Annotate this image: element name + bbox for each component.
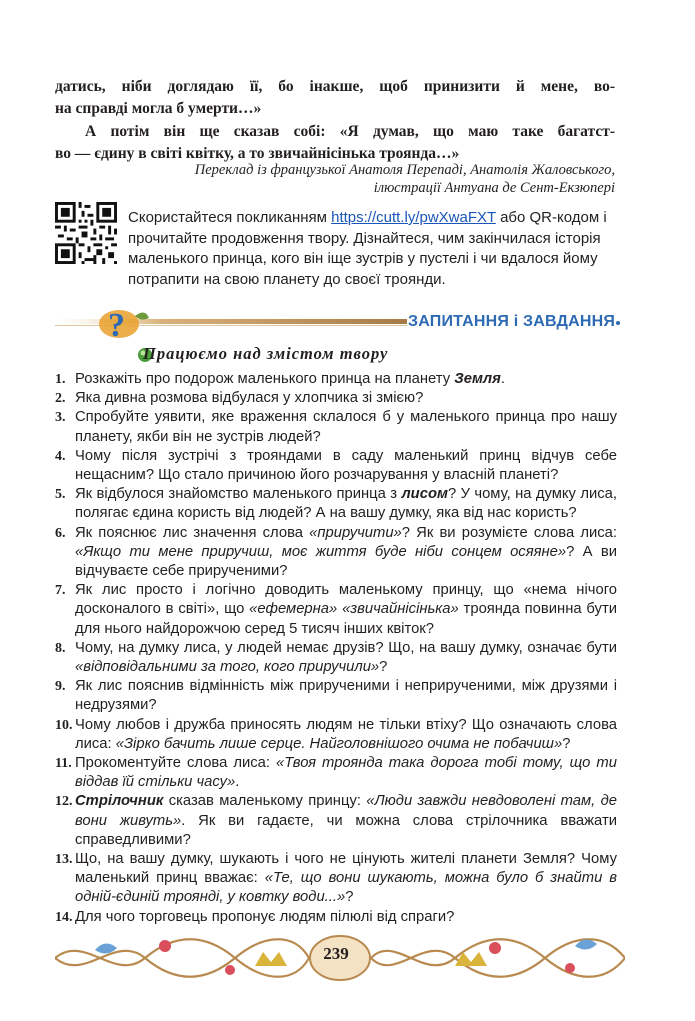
quotation: «Якщо ти мене приручиш, моє життя буде ніби сонцем осяяне» xyxy=(75,543,567,560)
question-fragment: Розкажіть про подорож маленького принца на планету xyxy=(75,371,455,387)
question-fragment: . xyxy=(235,774,240,791)
question-fragment: Для чого торговець пропонує людям пілюлі від спраги? xyxy=(75,908,455,925)
question-fragment: Яка дивна розмова відбулася у хлопчика зі змією? xyxy=(75,390,424,407)
quotation: «Твоя троянда така дорога тобі тому, що ти віддав їй стільки часу» xyxy=(75,755,617,791)
question-item xyxy=(55,524,617,582)
story-line: во — єдину в світі квітку, а то звичайнісінька троянда…» xyxy=(55,145,460,162)
question-number: 2. xyxy=(55,391,66,407)
question-item xyxy=(55,485,617,523)
qr-text-before: Скористайтеся покликанням xyxy=(128,209,332,226)
question-fragment: Чому любов і дружба приносять людям не тільки втіху? Що означають слова лиса: xyxy=(75,716,617,752)
question-text xyxy=(75,370,617,389)
question-text xyxy=(75,792,617,850)
question-fragment: сказав маленькому принцу: xyxy=(163,793,367,810)
question-fragment: Як пояснює лис значення слова xyxy=(75,524,310,541)
question-text xyxy=(75,639,617,677)
question-item xyxy=(55,754,617,792)
question-fragment: ? xyxy=(562,735,571,752)
question-number: 8. xyxy=(55,640,66,656)
key-term: лисом xyxy=(401,486,448,503)
question-number: 5. xyxy=(55,487,66,503)
question-text xyxy=(75,389,617,408)
question-item xyxy=(55,389,617,408)
question-item xyxy=(55,850,617,908)
story-paragraph-1 xyxy=(55,76,615,120)
question-fragment: Чому після зустрічі з трояндами в саду маленький принц відчув себе нещасним? Що стало причиною його розчарування у власній планеті? xyxy=(75,447,617,484)
quotation: «відповідальними за того, кого приручили» xyxy=(75,659,380,676)
question-fragment: . Як ви гадаєте, чи можна слова стрілочника вважати справедливими? xyxy=(75,812,617,848)
quotation: «Люди завжди невдоволені там, де вони живуть» xyxy=(75,793,617,829)
subsection-title: Працюємо над змістом твору xyxy=(143,344,389,363)
qr-code-icon[interactable] xyxy=(55,202,117,264)
question-item xyxy=(55,908,617,927)
question-text xyxy=(75,716,617,754)
section-title: ЗАПИТАННЯ і ЗАВДАННЯ xyxy=(408,313,616,330)
question-text xyxy=(75,485,617,523)
svg-text:?: ? xyxy=(108,307,125,344)
question-fragment: Як лис пояснив відмінність між прирученими і неприрученими, між друзями і недрузями? xyxy=(75,678,617,714)
translation-credit xyxy=(95,161,615,197)
question-fragment: ? xyxy=(379,659,388,676)
question-fragment: ? А ви відчуваєте себе прирученими? xyxy=(75,543,617,580)
story-paragraph-2 xyxy=(55,121,615,165)
question-text xyxy=(75,581,617,639)
question-item xyxy=(55,581,617,639)
qr-instruction xyxy=(128,208,620,290)
story-line: А потім він ще сказав собі: «Я думав, що маю таке багатст- xyxy=(85,123,615,140)
credit-line: Переклад із французької Анатоля Перепаді, Анатолія Жаловського, xyxy=(194,162,615,178)
question-number: 1. xyxy=(55,372,66,387)
question-number: 14. xyxy=(55,909,73,925)
question-fragment: ? У чому, на думку лиса, полягає єдина користь від людей? А на вашу думку, яка від нас користь? xyxy=(75,486,617,522)
question-item xyxy=(55,370,617,389)
question-text xyxy=(75,447,617,485)
question-number: 9. xyxy=(55,679,66,695)
credit-line: ілюстрації Антуана де Сент-Екзюпері xyxy=(373,180,615,196)
question-fragment: ? Як ви розумієте слова лиса: xyxy=(401,524,617,541)
question-fragment: троянда повинна бути для нього найдорожчою серед 5 тисяч інших квіток? xyxy=(75,601,618,637)
question-number: 10. xyxy=(55,717,73,733)
question-number: 3. xyxy=(55,410,66,426)
key-term: Стрілочник xyxy=(75,793,164,810)
question-number: 11. xyxy=(55,756,72,772)
continuation-link[interactable]: https://cutt.ly/pwXwaFXT xyxy=(331,209,496,226)
qr-text-after: або QR-кодом і прочитайте продовження твору. Дізнайтеся, чим закінчилася історія маленького принца, кого він іще зустрів у пустелі і чи вдалося йому потрапити на свою планету до своєї троянди. xyxy=(128,209,607,288)
question-number: 7. xyxy=(55,583,66,599)
question-number: 12. xyxy=(55,794,73,810)
page-number: 239 xyxy=(323,944,349,963)
story-line: датись, ніби доглядаю її, бо інакше, щоб принизити й мене, во- xyxy=(55,78,615,95)
question-text xyxy=(75,524,617,582)
quotation: «ефемерна» «звичайнісінька» xyxy=(249,601,459,618)
question-number: 13. xyxy=(55,852,73,868)
quotation: «Зірко бачить лише серце. Найголовнішого очима не побачиш» xyxy=(115,735,563,752)
question-number: 6. xyxy=(55,525,66,541)
question-item xyxy=(55,639,617,677)
question-fragment: Як лис просто і логічно доводить маленькому принцу, що «нема нічого досконалого в світі», що xyxy=(75,582,617,618)
question-text xyxy=(75,908,617,927)
question-number: 4. xyxy=(55,448,66,464)
question-text xyxy=(75,754,617,792)
key-term: Земля xyxy=(454,371,501,387)
question-item xyxy=(55,677,617,715)
question-fragment: Що, на вашу думку, шукають і чого не цінують жителі планети Земля? Чому маленький принц вважає: xyxy=(75,851,617,887)
quotation: «Те, що вони шукають, можна було б знайти в одній-єдиній троянді, у ковтку води...» xyxy=(75,870,617,906)
question-item xyxy=(55,408,617,446)
question-fragment: Як відбулося знайомство маленького принца з xyxy=(75,486,402,503)
question-fragment: . xyxy=(500,371,505,387)
quotation: «приручити» xyxy=(309,524,402,541)
question-fragment: Спробуйте уявити, яке враження склалося б у маленького принца про нашу планету, якби він не зустрів людей? xyxy=(75,409,617,445)
question-text xyxy=(75,408,617,446)
question-text xyxy=(75,677,617,715)
story-line: на справді могла б умерти…» xyxy=(55,100,262,117)
question-fragment: Чому, на думку лиса, у людей немає друзів? Що, на вашу думку, означає бути xyxy=(75,639,617,656)
question-list xyxy=(55,370,617,927)
question-fragment: ? xyxy=(345,889,354,906)
question-text xyxy=(75,850,617,908)
question-fragment: Прокоментуйте слова лиса: xyxy=(75,755,277,772)
question-item xyxy=(55,792,617,850)
question-item xyxy=(55,716,617,754)
question-item xyxy=(55,447,617,485)
